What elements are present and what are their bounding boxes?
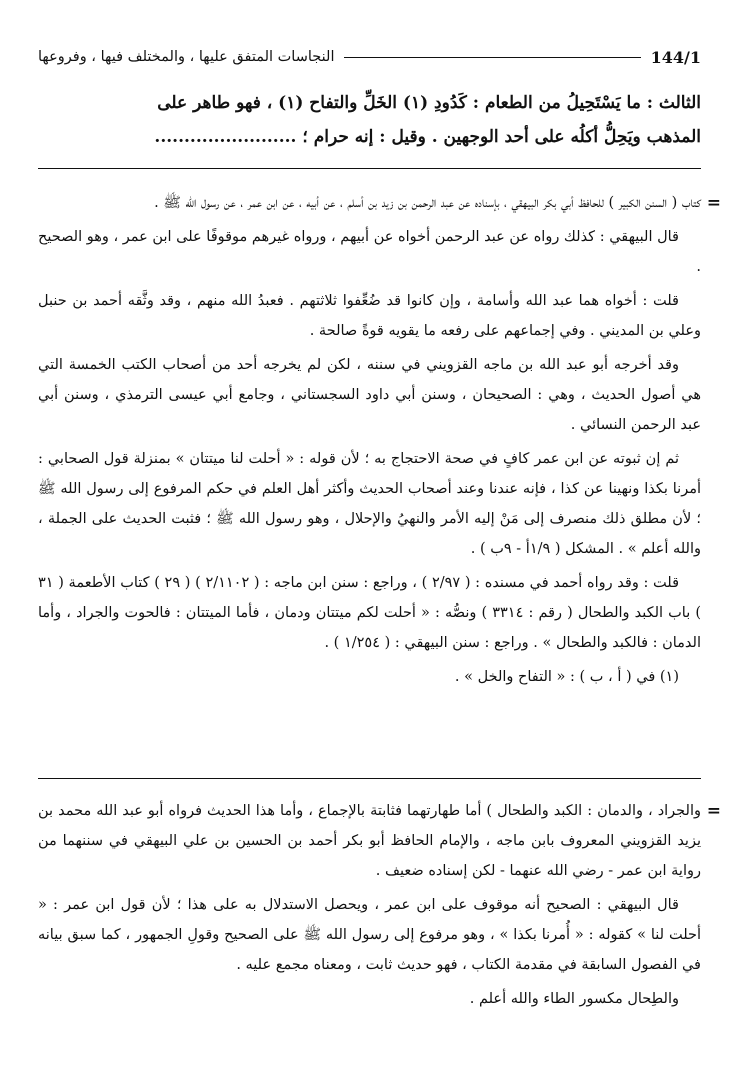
continuation-marker: = xyxy=(706,801,721,821)
main-text xyxy=(38,86,701,154)
section-divider-top xyxy=(38,168,701,169)
commentary-1-paragraph: كتاب ( السنن الكبير ) للحافظ أبي بكر البيهقي ، بإسناده عن عبد الرحمن بن زيد بن أسلم ، عن أبيه ، عن ابن عمر ، عن رسول الله ﷺ . xyxy=(154,195,701,211)
page-number: 144/1 xyxy=(650,47,701,67)
commentary-section-1 xyxy=(38,188,721,696)
commentary-1-paragraph: ثم إن ثبوته عن ابن عمر كافٍ في صحة الاحتجاج به ؛ لأن قوله : « أحلت لنا ميتتان » بمنزلة قول الصحابي : أمرنا بكذا ونهينا عن كذا ، فإنه عندنا وعند أصحاب الحديث وأكثر أهل العلم في حكم المرفوع إلى رسول الله ﷺ ؛ لأن مطلق ذلك منصرف إلى مَنْ إليه الأمر والنهيُ والإحلال ، وهو رسول الله ﷺ ؛ فثبت الحديث على الجملة ، والله أعلم » . المشكل ( ١/٩أ - ٩ب ) . xyxy=(38,451,701,557)
running-header xyxy=(38,44,701,70)
commentary-2-paragraph: والجراد ، والدمان : الكبد والطحال ) أما طهارتهما فثابتة بالإجماع ، وأما هذا الحديث فرواه أبو عبد الله محمد بن يزيد القزويني المعروف بابن ماجه ، والإمام الحافظ أبو بكر أحمد بن الحسين بن علي البيهقي في سننهما من رواية ابن عمر - رضي الله عنهما - لكن إسناده ضعيف . xyxy=(38,803,701,879)
commentary-2-paragraph: والطِحال مكسور الطاء والله أعلم . xyxy=(469,991,679,1007)
chapter-title: النجاسات المتفق عليها ، والمختلف فيها ، وفروعها xyxy=(38,49,335,65)
commentary-section-2 xyxy=(38,796,721,1018)
commentary-1-paragraph: قلت : أخواه هما عبد الله وأسامة ، وإن كانوا قد ضُعِّفوا ثلاثتهم . فعبدُ الله منهم ، وقد وثَّقه أحمد بن حنبل وعلي بن المديني . وفي إجماعهم على رفعه ما يقويه قوةً صالحة . xyxy=(38,293,701,339)
main-line-2: المذهب ويَحِلُّ أكلُه على أحد الوجهين . وقيل : إنه حرام ؛ ........................ xyxy=(154,127,701,147)
continuation-marker: = xyxy=(706,193,721,213)
commentary-1-paragraph: وقد أخرجه أبو عبد الله بن ماجه القزويني في سننه ، لكن لم يخرجه أحد من أصحاب الكتب الخمسة التي هي أصول الحديث ، وهي : الصحيحان ، وسنن أبي داود السجستاني ، وجامع أبي عيسى الترمذي ، وسنن أبي عبد الرحمن النسائي . xyxy=(38,357,701,433)
commentary-2-paragraph: قال البيهقي : الصحيح أنه موقوف على ابن عمر ، ويحصل الاستدلال به على هذا ؛ لأن قول ابن عمر : « أحلت لنا » كقوله : « أُمرنا بكذا » ، وهو مرفوع إلى رسول الله ﷺ على الصحيح وقولِ الجمهور ، كما سبق بيانه في الفصول السابقة في مقدمة الكتاب ، فهو حديث ثابت ، ومعناه مجمع عليه . xyxy=(38,897,701,973)
commentary-1-paragraph: قال البيهقي : كذلك رواه عن عبد الرحمن أخواه عن أبيهم ، ورواه غيرهم موقوفًا على ابن عمر ، وهو الصحيح . xyxy=(38,229,701,275)
header-rule xyxy=(344,57,640,58)
main-line-1: الثالث : ما يَسْتَحِيلُ من الطعام : كَدُودِ (١) الخَلِّ والتفاح (١) ، فهو طاهر على xyxy=(157,93,701,113)
section-divider-bottom xyxy=(38,778,701,779)
commentary-1-paragraph: قلت : وقد رواه أحمد في مسنده : ( ٢/٩٧ ) ، وراجع : سنن ابن ماجه : ( ٢/١١٠٢ ) ( ٢٩ ) كتاب الأطعمة ( ٣١ ) باب الكبد والطحال ( رقم : ٣٣١٤ ) ونصُّه : « أحلت لكم ميتتان ودمان ، فأما الميتتان : فالحوت والجراد ، وأما الدمان : فالكبد والطحال » . وراجع : سنن البيهقي : ( ١/٢٥٤ ) . xyxy=(38,575,702,651)
footnote: (١) في ( أ ، ب ) : « التفاح والخل » . xyxy=(454,669,679,685)
